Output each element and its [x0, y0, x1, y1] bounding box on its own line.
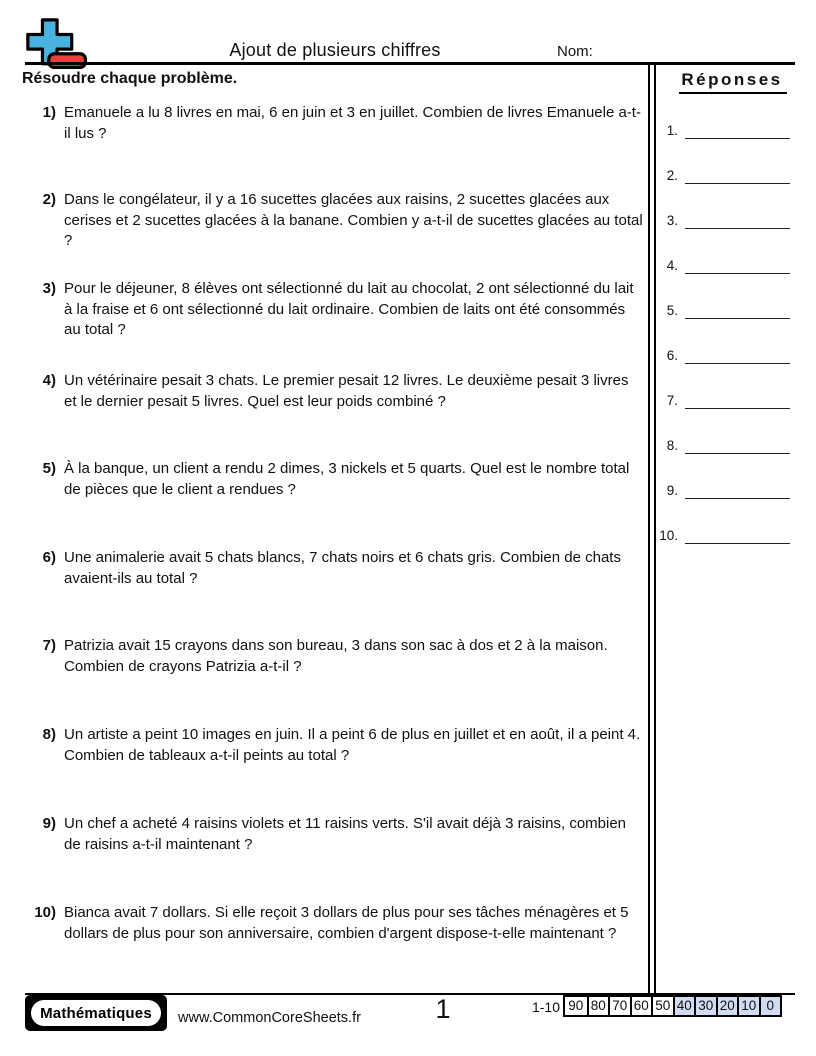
problem-number: 9): [42, 815, 56, 832]
answer-blank-7[interactable]: [685, 392, 790, 409]
score-cell: 90: [568, 998, 584, 1013]
answer-number: 4.: [666, 258, 678, 273]
problem-item-3: [28, 279, 644, 341]
problem-number: 1): [42, 104, 56, 121]
answer-row-1: [646, 122, 794, 139]
score-cell: 20: [716, 997, 738, 1015]
problem-text: Un vétérinaire pesait 3 chats. Le premier pesait 12 livres. Le deuxième pesait 3 livres et le dernier pesait 5 livres. Quel est leur poids combiné ?: [64, 372, 629, 410]
answer-row-8: [646, 437, 794, 454]
problem-item-1: [28, 103, 644, 144]
problem-number: 4): [42, 372, 56, 389]
answer-number: 9.: [666, 483, 678, 498]
problem-text: Pour le déjeuner, 8 élèves ont sélectionné du lait au chocolat, 2 ont sélectionné du lait à la fraise et 6 ont sélectionné du lait ordinaire. Combien de laits ont été consommés au total ?: [64, 280, 634, 338]
problem-item-10: [28, 903, 644, 944]
answer-blank-1[interactable]: [685, 122, 790, 139]
answer-blank-6[interactable]: [685, 347, 790, 364]
answer-number: 2.: [666, 168, 678, 183]
score-cell: 50: [651, 997, 673, 1015]
problem-number: 10): [34, 904, 56, 921]
problem-item-7: [28, 636, 644, 677]
subject-badge-label: Mathématiques: [31, 1000, 161, 1026]
answer-number: 3.: [666, 213, 678, 228]
problem-text: À la banque, un client a rendu 2 dimes, 3 nickels et 5 quarts. Quel est le nombre total de pièces que le client a rendues ?: [64, 460, 630, 498]
answer-row-10: [646, 527, 794, 544]
answer-number: 5.: [666, 303, 678, 318]
answer-number: 1.: [666, 123, 678, 138]
problem-number: 2): [42, 191, 56, 208]
answer-blank-8[interactable]: [685, 437, 790, 454]
answer-row-9: [646, 482, 794, 499]
answer-blank-4[interactable]: [685, 257, 790, 274]
answer-number: 7.: [666, 393, 678, 408]
answer-row-2: [646, 167, 794, 184]
answers-title: Réponses: [658, 70, 808, 94]
name-label: Nom:: [557, 43, 593, 60]
answer-number: 10.: [659, 528, 678, 543]
problem-text: Un chef a acheté 4 raisins violets et 11 raisins verts. S'il avait déjà 3 raisins, combien de raisins a-t-il maintenant ?: [64, 815, 627, 853]
problem-number: 5): [42, 460, 56, 477]
score-cell: 30: [694, 997, 716, 1015]
answer-row-3: [646, 212, 794, 229]
problem-text: Bianca avait 7 dollars. Si elle reçoit 3 dollars de plus pour ses tâches ménagères et 5 dollars de plus pour son anniversaire, combien d'argent dispose-t-elle maintenant ?: [64, 904, 629, 942]
problem-text: Dans le congélateur, il y a 16 sucettes glacées aux raisins, 2 sucettes glacées aux cerises et 2 sucettes glacées à la banane. Combien y a-t-il de sucettes glacées au total ?: [64, 191, 643, 249]
page-number: 1: [435, 994, 451, 1024]
answer-blank-9[interactable]: [685, 482, 790, 499]
answer-row-7: [646, 392, 794, 409]
score-cell: 10: [737, 997, 759, 1015]
score-range-label: 1-10: [531, 999, 560, 1015]
problem-text: Une animalerie avait 5 chats blancs, 7 chats noirs et 6 chats gris. Combien de chats avaient-ils au total ?: [64, 549, 621, 587]
score-cell: 0: [759, 997, 781, 1015]
problem-text: Patrizia avait 15 crayons dans son bureau, 3 dans son sac à dos et 2 à la maison. Combien de crayons Patrizia a-t-il ?: [64, 637, 608, 675]
answer-row-4: [646, 257, 794, 274]
page-title: Ajout de plusieurs chiffres: [229, 40, 441, 60]
problem-item-8: [28, 725, 644, 766]
answer-blank-10[interactable]: [685, 527, 790, 544]
score-cell: 80: [587, 997, 609, 1015]
problem-number: 6): [42, 549, 56, 566]
answer-blank-2[interactable]: [685, 167, 790, 184]
instructions-text: Résoudre chaque problème.: [22, 70, 238, 87]
subject-badge: [25, 995, 167, 1031]
answer-number: 8.: [666, 438, 678, 453]
score-cell: 60: [630, 997, 652, 1015]
problem-item-2: [28, 190, 644, 252]
problem-number: 7): [42, 637, 56, 654]
answer-row-6: [646, 347, 794, 364]
score-cell: 40: [673, 997, 695, 1015]
answer-blank-5[interactable]: [685, 302, 790, 319]
score-table: [563, 995, 782, 1017]
answer-number: 6.: [666, 348, 678, 363]
website-url: www.CommonCoreSheets.fr: [178, 1010, 361, 1026]
problem-number: 3): [42, 280, 56, 297]
problem-item-6: [28, 548, 644, 589]
problem-item-4: [28, 371, 644, 412]
score-cell: 70: [608, 997, 630, 1015]
answer-blank-3[interactable]: [685, 212, 790, 229]
answer-row-5: [646, 302, 794, 319]
problem-text: Emanuele a lu 8 livres en mai, 6 en juin et 3 en juillet. Combien de livres Emanuele a-t-il lus ?: [64, 104, 641, 142]
problem-item-9: [28, 814, 644, 855]
problem-text: Un artiste a peint 10 images en juin. Il a peint 6 de plus en juillet et en août, il a peint 4. Combien de tableaux a-t-il peints au total ?: [64, 726, 641, 764]
problem-number: 8): [42, 726, 56, 743]
header-divider: [25, 62, 795, 65]
problem-item-5: [28, 459, 644, 500]
